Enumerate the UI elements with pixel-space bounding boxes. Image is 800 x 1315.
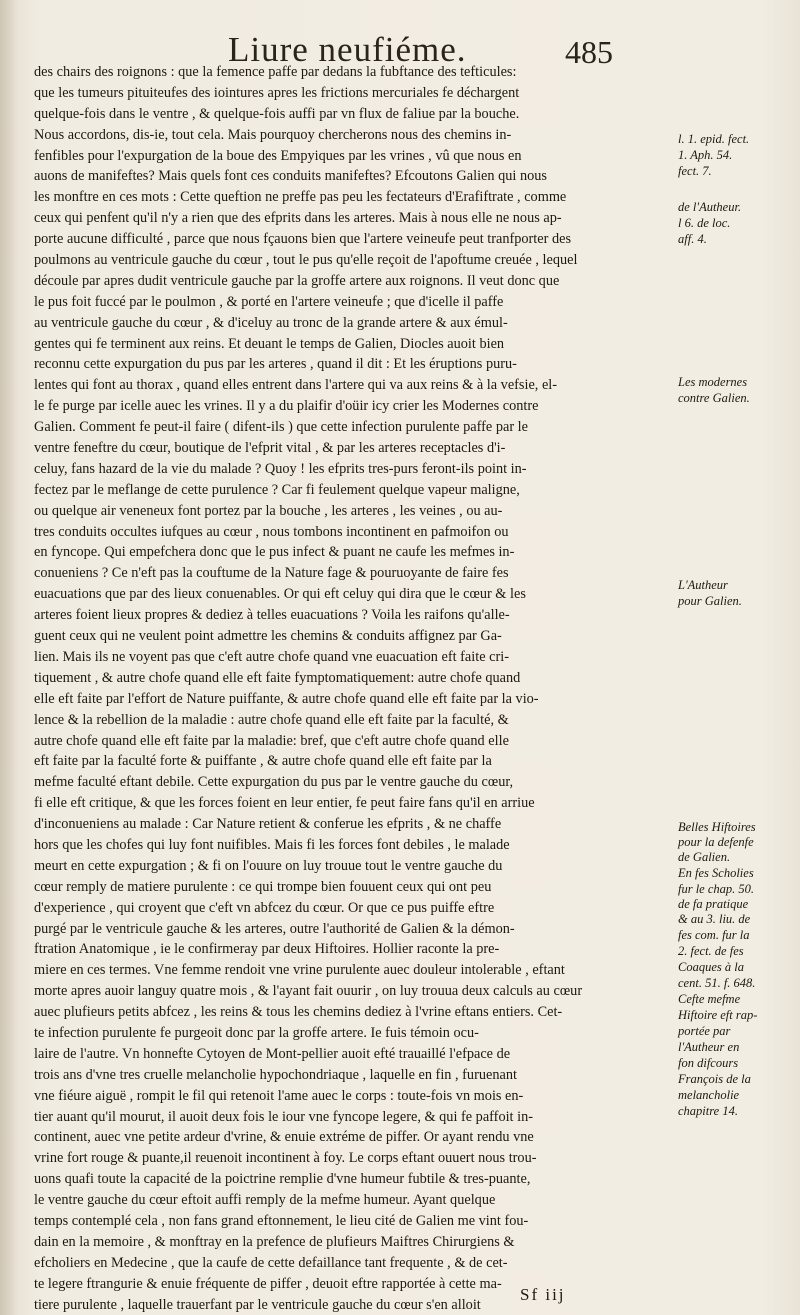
text-line: vrine fort rouge & puante,il reuenoit incontinent à foy. Le corps eftant ouuert nous trou- [34,1150,537,1167]
text-line: lence & la rebellion de la maladie : autre chofe quand elle eft faite par la faculté, & [34,711,509,728]
text-line: morte apres auoir languy quatre mois , & l'ayant fait ouurir , on luy trouua deux calculs au cœur [34,983,583,1000]
text-line: gentes qui fe terminent aux reins. Et deuant le temps de Galien, Diocles auoit bien [34,335,505,352]
margin-note: l 6. de loc. [678,216,731,230]
margin-note: fur le chap. 50. [678,882,755,896]
margin-note: de fa pratique [678,897,749,911]
text-line: des chairs des roignons : que la femence paffe par dedans la fubftance des tefticules: [34,64,517,80]
margin-note: l. 1. epid. fect. [678,132,750,146]
page-footer [520,1285,640,1309]
text-line: uons quafi toute la capacité de la poictrine remplie d'vne humeur fubtile & tres-puante, [34,1171,531,1188]
margin-note: L'Autheur [678,578,728,592]
margin-note: Hiftoire eft rap- [678,1008,758,1022]
text-line: mefme faculté eftant debile. Cette expurgation du pus par le ventre gauche du cœur, [34,774,514,791]
text-line: ceux qui penfent qu'il n'y a rien que des efprits dans les arteres. Mais à nous elle ne nous ap- [34,210,562,227]
text-line: le ventre gauche du cœur eftoit auffi remply de la mefme humeur. Ayant quelque [34,1192,496,1209]
text-line: ou quelque air veneneux font portez par la bouche , les arteres , les veines , ou au- [34,502,503,519]
text-line: les monftre en ces mots : Cette queftion ne preffe pas peu les fectateurs d'Erafiftrate , comme [34,189,567,206]
margin-note: 1. Aph. 54. [678,148,733,162]
text-line: temps contemplé cela , non fans grand eftonnement, le lieu cité de Galien me vint fou- [34,1212,529,1229]
text-line: tres conduits occultes iufques au cœur , nous tombons incontinent en pafmoifon ou [34,523,509,540]
margin-note: de l'Autheur. [678,200,742,214]
text-line: arteres foient lieux propres & dediez à telles euacuations ? Voila les raifons qu'alle- [34,607,510,624]
text-line: miere en ces termes. Vne femme rendoit vne vrine purulente auec douleur intolerable , eftant [34,962,565,979]
text-line: cœur remply de matiere purulente : ce qui trompe bien fouuent ceux qui ont peu [34,878,492,895]
text-line: tiere purulente , laquelle trauerfant par le ventricule gauche du cœur s'en alloit [34,1296,481,1313]
margin-note: contre Galien. [678,391,750,405]
text-line: tier auant qu'il mourut, il auoit deux fois le iour vne fyncope legere, & qui fe paffoit in- [34,1108,533,1125]
margin-note: Coaques à la [678,960,744,974]
margin-note: & au 3. liu. de [678,912,751,926]
margin-note: En fes Scholies [678,866,754,880]
margin-note: fon difcours [678,1056,739,1070]
text-line: ftration Anatomique , ie le confirmeray par deux Hiftoires. Hollier raconte la pre- [34,941,500,958]
text-line: eft faite par la faculté forte & puiffante , & autre chofe quand elle eft faite par la [34,753,492,770]
margin-note: melancholie [678,1088,740,1102]
margin-note: pour la defenfe [678,835,754,849]
margin-note: portée par [678,1024,731,1038]
text-line: tiquement , & autre chofe quand elle eft faite fymptomatiquement: autre chofe quand [34,669,521,686]
text-line: dain en la memoire , & monftray en la prefence de plufieurs Maiftres Chirurgiens & [34,1233,515,1250]
text-line: porte aucune difficulté , parce que nous fçauons bien que l'artere veineufe peut tranfporter des [34,231,572,248]
page-number: 485 [565,34,613,70]
text-line: Galien. Comment fe peut-il faire ( difent-ils ) que cette infection purulente paffe par le [34,419,528,436]
text-line: reconnu cette expurgation du pus par les arteres , quand il dit : Et les éruptions puru- [34,356,517,373]
text-line: te legere ftrangurie & enuie fréquente de piffer , deuoit eftre rapportée à cette ma- [34,1275,502,1292]
margin-note: fes com. fur la [678,928,750,942]
text-line: Nous accordons, dis-ie, tout cela. Mais pourquoy chercherons nous des chemins in- [34,126,512,143]
margin-note: l'Autheur en [678,1040,740,1054]
text-line: découle par apres dudit ventricule gauche par la groffe artere aux roignons. Il veut donc que [34,272,560,289]
text-line: fenfibles pour l'expurgation de la boue des Empyiques par les vrines , vû que nous en [34,147,522,164]
margin-note: Les modernes [678,375,748,389]
text-line: celuy, fans hazard de la vie du malade ? Quoy ! les efprits tres-purs feront-ils point in- [34,460,527,477]
margin-note: pour Galien. [678,594,742,608]
text-line: purgé par le ventricule gauche & les arteres, outre l'authorité de Galien & la démon- [34,920,515,937]
margin-note: cent. 51. f. 648. [678,976,756,990]
text-line: autre chofe quand elle eft faite par la maladie: bref, que c'eft autre chofe quand elle [34,732,509,749]
text-line: guent ceux qui ne veulent point admettre les chemins & conduits affignez par Ga- [34,628,502,645]
text-line: au ventricule gauche du cœur , & d'iceluy au tronc de la grande artere & aux émul- [34,314,508,331]
margin-note: François de la [678,1072,751,1086]
text-line: te infection purulente fe purgeoit donc par la groffe artere. Ie fuis témoin ocu- [34,1024,479,1041]
text-line: que les tumeurs pituiteufes des iointures apres les frictions mercuriales fe déchargent [34,84,520,101]
text-line: hors que les chofes qui luy font nuifibles. Mais fi les forces font debiles , le malade [34,836,510,853]
text-line: lien. Mais ils ne voyent pas que c'eft autre chofe quand vne euacuation eft faite cri- [34,648,509,665]
margin-note: Cefte mefme [678,992,741,1006]
text-line: continent, auec vne petite ardeur d'vrine, & enuie extréme de piffer. Or ayant rendu vne [34,1129,534,1146]
margin-note: chapitre 14. [678,1104,738,1118]
text-line: euacuations que par des lieux conuenables. Or qui eft celuy qui dira que le cœur & les [34,586,526,603]
text-line: auons de manifeftes? Mais quels font ces conduits manifeftes? Efcoutons Galien qui nous [34,168,547,185]
text-line: d'inconueniens au malade : Car Nature retient & conferue les efprits , & ne chaffe [34,816,502,833]
running-title: Liure neufiéme. [228,30,467,69]
margin-note: aff. 4. [678,232,707,246]
text-line: quelque-fois dans le ventre , & quelque-fois auffi par vn flux de faliue par la bouche. [34,105,520,122]
text-line: trois ans d'vne tres cruelle melancholie hypochondriaque , laquelle en fin , furuenant [34,1066,517,1083]
text-line: ventre feneftre du cœur, boutique de l'efprit vital , & par les arteres receptacles d'i- [34,440,506,457]
text-line: fi elle eft critique, & que les forces foient en leur entier, fe peut faire fans qu'il en arriue [34,795,535,812]
margin-note: de Galien. [678,850,731,864]
text-line: fectez par le meflange de cette purulence ? Car fi feulement quelque vapeur maligne, [34,481,520,498]
text-line: auec plufieurs petits abfcez , les reins & tous les chemins dediez à l'vrine eftans entiers. Cet- [34,1004,563,1021]
text-line: laire de l'autre. Vn honnefte Cytoyen de Mont-pellier auoit efté trauaillé l'efpace de [34,1045,511,1062]
margin-note: 2. fect. de fes [678,944,744,958]
text-line: poulmons au ventricule gauche du cœur , tout le pus qu'elle reçoit de l'apoftume creuée , lequel [34,252,578,269]
text-line: le fe purge par icelle auec les vrines. Il y a du plaifir d'oüir icy crier les Modernes contre [34,398,539,415]
text-line: le pus foit fuccé par le poulmon , & porté en l'artere veineufe ; que d'icelle il paffe [34,293,504,310]
text-line: efcholiers en Medecine , que la caufe de cette defaillance tant frequente , & de cet- [34,1254,508,1271]
text-line: elle eft faite par l'effort de Nature puiffante, & autre chofe quand elle eft faite par la vio- [34,690,539,707]
text-line: lentes qui font au thorax , quand elles entrent dans l'artere qui va aux reins & à la vefsie, el- [34,377,558,394]
text-line: conueniens ? Ce n'eft pas la couftume de la Nature fage & pouruoyante de faire fes [34,565,509,582]
text-line: en fyncope. Qui empefchera donc que le pus infect & puant ne caufe les mefmes in- [34,544,515,561]
margin-note: Belles Hiftoires [678,820,756,834]
text-line: vne fiéure aiguë , rompit le fil qui retenoit l'ame auec le corps : toute-fois vn mois en- [34,1087,524,1104]
text-line: d'experience , qui croyent que c'eft vn abfcez du cœur. Or que ce pus puiffe eftre [34,899,495,916]
text-line: meurt en cette expurgation ; & fi on l'ouure on luy trouue tout le ventre gauche du [34,857,503,874]
signature-mark: Sf iij [520,1285,566,1304]
margin-note: fect. 7. [678,164,712,178]
